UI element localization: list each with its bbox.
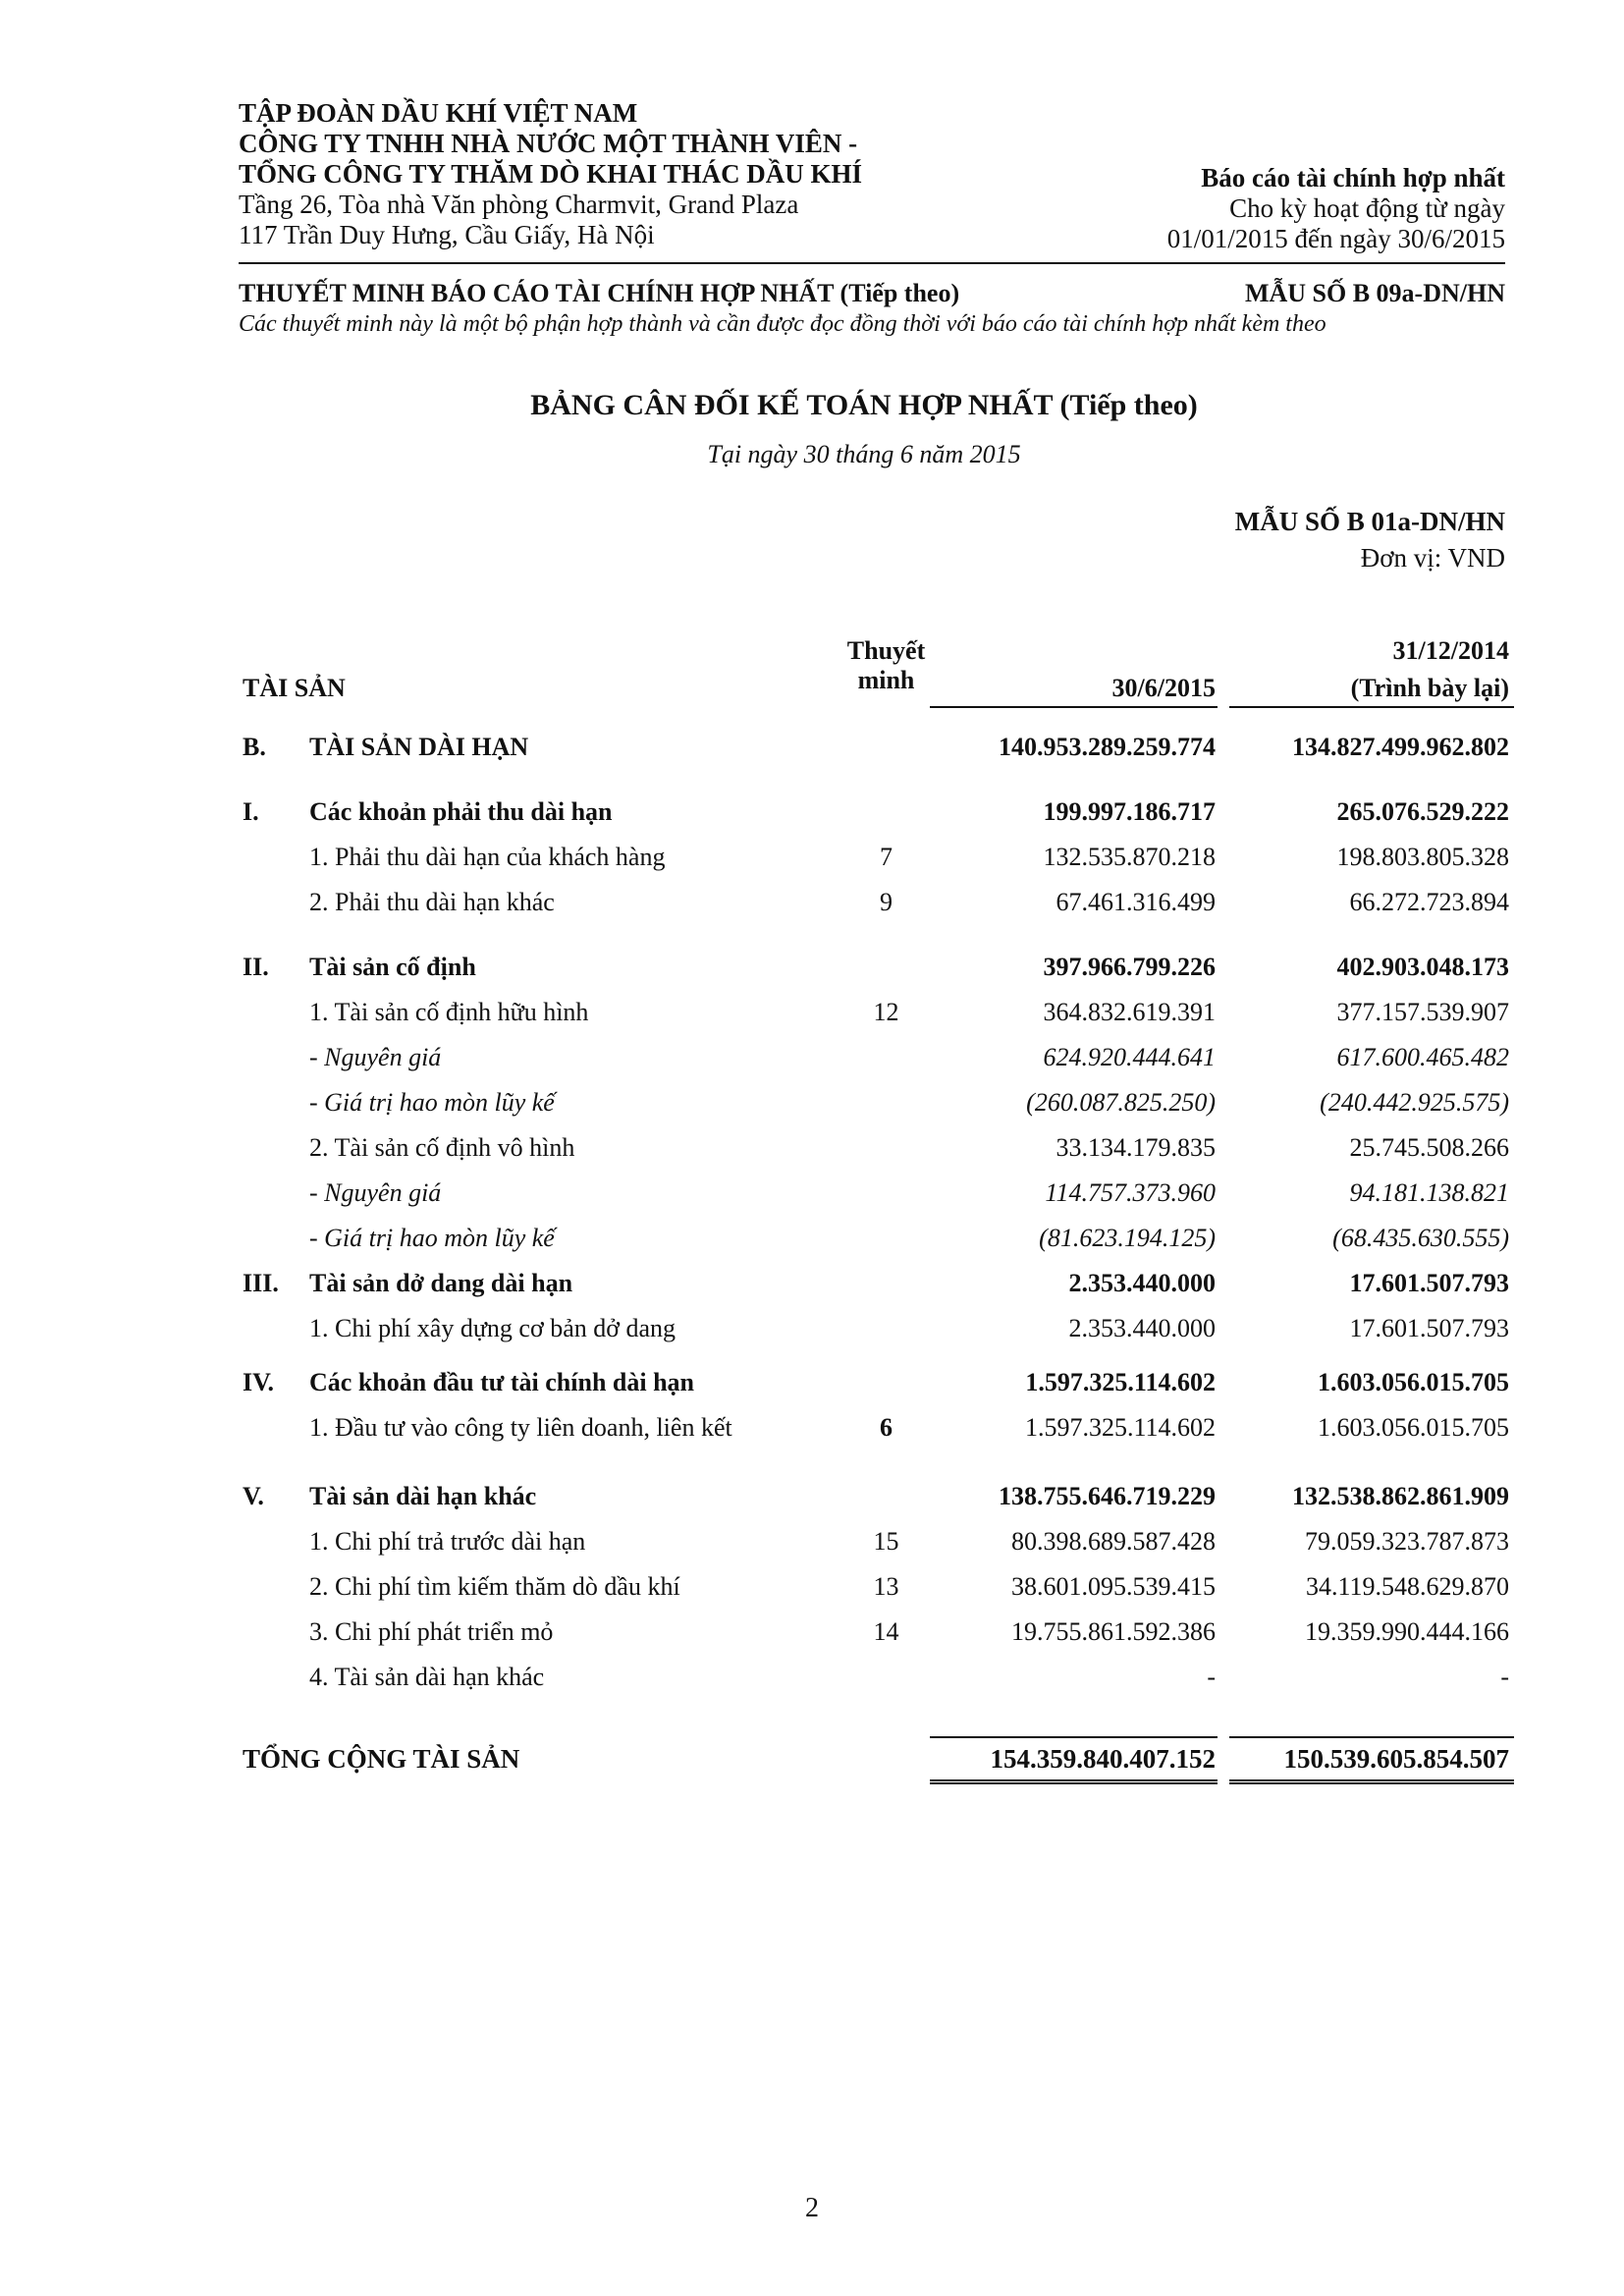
row-value-prior: 79.059.323.787.873	[1305, 1527, 1509, 1556]
company-name-line: CÔNG TY TNHH NHÀ NƯỚC MỘT THÀNH VIÊN -	[239, 129, 858, 158]
table-row	[0, 1267, 1624, 1300]
table-row	[0, 1222, 1624, 1255]
column-header-note	[825, 636, 947, 695]
table-row	[0, 1312, 1624, 1345]
row-value-current: 132.535.870.218	[1043, 843, 1216, 871]
row-label: 1. Tài sản cố định hữu hình	[309, 998, 589, 1026]
row-value-current: 397.966.799.226	[1043, 953, 1216, 981]
row-value-current: 138.755.646.719.229	[999, 1482, 1216, 1510]
row-note-ref: 13	[873, 1572, 899, 1601]
company-name-line: TẬP ĐOÀN DẦU KHÍ VIỆT NAM	[239, 98, 638, 128]
row-value-prior: 265.076.529.222	[1336, 797, 1509, 826]
row-label: 2. Chi phí tìm kiếm thăm dò dầu khí	[309, 1572, 680, 1601]
column-header-note-line: minh	[857, 666, 915, 694]
report-period-line: 01/01/2015 đến ngày 30/6/2015	[1166, 224, 1505, 253]
row-value-prior: 17.601.507.793	[1349, 1314, 1509, 1342]
column-header-prior: 31/12/2014	[1392, 636, 1509, 665]
company-name-line: TỔNG CÔNG TY THĂM DÒ KHAI THÁC DẦU KHÍ	[239, 159, 863, 189]
table-row	[0, 951, 1624, 984]
table-row	[0, 1131, 1624, 1165]
report-header	[955, 163, 1505, 254]
table-row	[0, 1615, 1624, 1649]
notes-form-code: MẪU SỐ B 09a-DN/HN	[1244, 279, 1505, 307]
row-section-code: V.	[243, 1482, 264, 1510]
company-header	[239, 98, 1044, 250]
total-row	[0, 1742, 1624, 1776]
row-label: 3. Chi phí phát triển mỏ	[309, 1617, 554, 1646]
table-row	[0, 1086, 1624, 1120]
statement-unit: Đơn vị: VND	[1360, 543, 1505, 573]
total-top-rule	[1229, 1736, 1514, 1738]
table-row	[0, 1411, 1624, 1445]
row-label: 1. Phải thu dài hạn của khách hàng	[309, 843, 666, 871]
table-row	[0, 795, 1624, 829]
table-row	[0, 996, 1624, 1029]
row-label: TÀI SẢN DÀI HẠN	[309, 733, 529, 761]
company-address-line: Tầng 26, Tòa nhà Văn phòng Charmvit, Grand Plaza	[239, 190, 799, 219]
row-value-current: 2.353.440.000	[1068, 1269, 1216, 1297]
row-label: - Giá trị hao mòn lũy kế	[309, 1224, 555, 1252]
column-header-note-line: Thuyết	[846, 636, 926, 665]
row-label: - Giá trị hao mòn lũy kế	[309, 1088, 555, 1117]
row-value-prior: 1.603.056.015.705	[1318, 1368, 1509, 1396]
row-label: Tài sản cố định	[309, 953, 476, 981]
row-value-current: 199.997.186.717	[1043, 797, 1216, 826]
row-label: 1. Chi phí trả trước dài hạn	[309, 1527, 586, 1556]
table-row	[0, 1176, 1624, 1210]
row-note-ref: 6	[880, 1413, 893, 1442]
row-value-current: (81.623.194.125)	[1039, 1224, 1216, 1252]
company-address-line: 117 Trần Duy Hưng, Cầu Giấy, Hà Nội	[239, 220, 655, 249]
table-row	[0, 886, 1624, 919]
column-header-underline	[1229, 706, 1514, 708]
row-value-prior: 198.803.805.328	[1336, 843, 1509, 871]
total-label: TỔNG CỘNG TÀI SẢN	[243, 1744, 520, 1774]
report-period-line: Cho kỳ hoạt động từ ngày	[1229, 193, 1505, 223]
row-value-prior: 94.181.138.821	[1349, 1178, 1509, 1207]
row-value-prior: 25.745.508.266	[1349, 1133, 1509, 1162]
total-double-rule	[1229, 1779, 1514, 1784]
row-label: Các khoản phải thu dài hạn	[309, 797, 613, 826]
row-section-code: III.	[243, 1269, 279, 1297]
page-number: 2	[805, 2193, 819, 2223]
table-row	[0, 1480, 1624, 1513]
row-label: Tài sản dài hạn khác	[309, 1482, 537, 1510]
row-label: - Nguyên giá	[309, 1043, 442, 1071]
row-value-prior: 34.119.548.629.870	[1305, 1572, 1509, 1601]
total-double-rule	[930, 1779, 1218, 1784]
row-value-prior: (68.435.630.555)	[1332, 1224, 1509, 1252]
row-value-prior: 617.600.465.482	[1336, 1043, 1509, 1071]
row-value-current: 19.755.861.592.386	[1011, 1617, 1216, 1646]
total-top-rule	[930, 1736, 1218, 1738]
row-label: 2. Phải thu dài hạn khác	[309, 888, 555, 916]
row-label: 2. Tài sản cố định vô hình	[309, 1133, 575, 1162]
row-value-prior: (240.442.925.575)	[1320, 1088, 1509, 1117]
statement-date: Tại ngày 30 tháng 6 năm 2015	[707, 440, 1021, 468]
notes-subtitle: Các thuyết minh này là một bộ phận hợp thành và cần được đọc đồng thời với báo cáo tài chính hợp nhất kèm theo	[239, 311, 1326, 337]
row-note-ref: 9	[880, 888, 893, 916]
row-value-current: 80.398.689.587.428	[1011, 1527, 1216, 1556]
report-title: Báo cáo tài chính hợp nhất	[1201, 163, 1505, 192]
row-value-current: 140.953.289.259.774	[999, 733, 1216, 761]
row-section-code: IV.	[243, 1368, 275, 1396]
row-value-prior: 132.538.862.861.909	[1292, 1482, 1509, 1510]
row-note-ref: 15	[873, 1527, 899, 1556]
row-section-code: B.	[243, 733, 266, 761]
row-value-current: (260.087.825.250)	[1026, 1088, 1216, 1117]
table-row	[0, 841, 1624, 874]
row-value-current: 38.601.095.539.415	[1011, 1572, 1216, 1601]
total-value-prior: 150.539.605.854.507	[1283, 1744, 1509, 1774]
table-row	[0, 1041, 1624, 1074]
row-value-prior: 1.603.056.015.705	[1318, 1413, 1509, 1442]
row-label: - Nguyên giá	[309, 1178, 442, 1207]
row-label: 1. Chi phí xây dựng cơ bản dở dang	[309, 1314, 677, 1342]
row-value-current: 2.353.440.000	[1068, 1314, 1216, 1342]
column-header-assets: TÀI SẢN	[243, 674, 346, 702]
column-header-underline	[930, 706, 1218, 708]
row-value-prior: 402.903.048.173	[1336, 953, 1509, 981]
row-value-current: 364.832.619.391	[1043, 998, 1216, 1026]
column-header-current: 30/6/2015	[1111, 674, 1216, 702]
table-row	[0, 731, 1624, 764]
row-value-current: 114.757.373.960	[1045, 1178, 1216, 1207]
row-note-ref: 7	[880, 843, 893, 871]
table-row	[0, 1570, 1624, 1604]
row-value-prior: 17.601.507.793	[1349, 1269, 1509, 1297]
header-divider	[239, 262, 1505, 264]
row-value-prior: 134.827.499.962.802	[1292, 733, 1509, 761]
row-note-ref: 14	[873, 1617, 899, 1646]
row-section-code: I.	[243, 797, 259, 826]
table-row	[0, 1525, 1624, 1558]
row-value-current: 1.597.325.114.602	[1025, 1368, 1216, 1396]
statement-form-code: MẪU SỐ B 01a-DN/HN	[1234, 507, 1505, 536]
row-label: 1. Đầu tư vào công ty liên doanh, liên kết	[309, 1413, 732, 1442]
row-value-current: 33.134.179.835	[1056, 1133, 1216, 1162]
column-header-prior-restated: (Trình bày lại)	[1350, 674, 1509, 702]
row-value-prior: 66.272.723.894	[1349, 888, 1509, 916]
total-value-current: 154.359.840.407.152	[990, 1744, 1216, 1774]
row-value-current: 67.461.316.499	[1056, 888, 1216, 916]
statement-title: BẢNG CÂN ĐỐI KẾ TOÁN HỢP NHẤT (Tiếp theo)	[530, 389, 1198, 421]
row-label: 4. Tài sản dài hạn khác	[309, 1663, 545, 1691]
row-label: Các khoản đầu tư tài chính dài hạn	[309, 1368, 695, 1396]
row-section-code: II.	[243, 953, 269, 981]
row-value-current: 624.920.444.641	[1043, 1043, 1216, 1071]
table-row	[0, 1661, 1624, 1694]
table-row	[0, 1366, 1624, 1399]
row-label: Tài sản dở dang dài hạn	[309, 1269, 573, 1297]
row-value-prior: -	[1500, 1663, 1509, 1691]
notes-title: THUYẾT MINH BÁO CÁO TÀI CHÍNH HỢP NHẤT (Tiếp theo)	[239, 279, 960, 307]
row-note-ref: 12	[873, 998, 899, 1026]
row-value-current: 1.597.325.114.602	[1024, 1413, 1216, 1442]
row-value-prior: 377.157.539.907	[1336, 998, 1509, 1026]
row-value-prior: 19.359.990.444.166	[1305, 1617, 1509, 1646]
row-value-current: -	[1207, 1663, 1216, 1691]
